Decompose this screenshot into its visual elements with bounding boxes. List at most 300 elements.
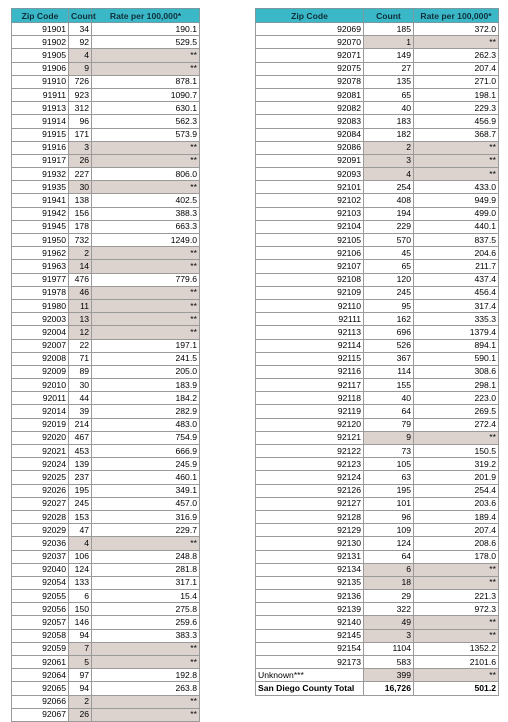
count-cell: 79 [364, 418, 414, 431]
zip-code-cell: 91905 [12, 49, 69, 62]
table-row [256, 563, 499, 576]
rate-cell: ** [92, 62, 200, 75]
zip-code-cell: Unknown*** [256, 669, 364, 682]
county-total-row [256, 682, 499, 695]
zip-code-cell: 92065 [12, 682, 69, 695]
zip-code-cell: 91942 [12, 207, 69, 220]
rate-cell: ** [414, 629, 499, 642]
zip-code-cell: 92104 [256, 220, 364, 233]
zip-code-cell: 91916 [12, 141, 69, 154]
rate-cell: 666.9 [92, 445, 200, 458]
table-row [256, 510, 499, 523]
count-cell: 149 [364, 49, 414, 62]
rate-cell: 1249.0 [92, 234, 200, 247]
rate-cell: 460.1 [92, 471, 200, 484]
count-cell: 399 [364, 669, 414, 682]
rate-cell: 317.1 [92, 576, 200, 589]
count-cell: 9 [364, 431, 414, 444]
table-row [12, 603, 200, 616]
rate-cell: 259.6 [92, 616, 200, 629]
table-row [12, 431, 200, 444]
count-cell: 312 [69, 102, 92, 115]
table-row [256, 471, 499, 484]
rate-cell: ** [92, 313, 200, 326]
table-row [256, 286, 499, 299]
rate-cell: 198.1 [414, 88, 499, 101]
zip-code-cell: 92106 [256, 247, 364, 260]
count-cell: 34 [69, 23, 92, 36]
table-row [256, 88, 499, 101]
zip-code-cell: 91978 [12, 286, 69, 299]
table-row [256, 115, 499, 128]
count-cell: 65 [364, 88, 414, 101]
table-row [12, 405, 200, 418]
rate-cell: 590.1 [414, 352, 499, 365]
rate-cell: 248.8 [92, 550, 200, 563]
rate-cell: ** [92, 537, 200, 550]
rate-cell: ** [92, 656, 200, 669]
count-cell: 923 [69, 88, 92, 101]
zip-code-cell: 92108 [256, 273, 364, 286]
count-cell: 94 [69, 629, 92, 642]
count-cell: 96 [69, 115, 92, 128]
table-row [12, 36, 200, 49]
rate-cell: 573.9 [92, 128, 200, 141]
count-cell: 467 [69, 431, 92, 444]
count-cell: 27 [364, 62, 414, 75]
table-row [12, 524, 200, 537]
zip-code-cell: 92078 [256, 75, 364, 88]
zip-code-cell: 92066 [12, 695, 69, 708]
rate-cell: 529.5 [92, 36, 200, 49]
rate-cell: 754.9 [92, 431, 200, 444]
zip-code-cell: 92115 [256, 352, 364, 365]
table-row [12, 418, 200, 431]
table-row [12, 445, 200, 458]
zip-code-cell: 92107 [256, 260, 364, 273]
count-cell: 7 [69, 642, 92, 655]
count-cell: 1104 [364, 642, 414, 655]
zip-code-cell: 92027 [12, 497, 69, 510]
count-cell: 696 [364, 326, 414, 339]
header-rate: Rate per 100,000* [92, 9, 200, 23]
rate-cell: 254.4 [414, 484, 499, 497]
zip-code-cell: 92069 [256, 23, 364, 36]
header-row [256, 9, 499, 23]
rate-cell: 1090.7 [92, 88, 200, 101]
table-row [256, 379, 499, 392]
count-cell: 183 [364, 115, 414, 128]
count-cell: 146 [69, 616, 92, 629]
rate-cell: 457.0 [92, 497, 200, 510]
zip-code-cell: 92003 [12, 313, 69, 326]
count-cell: 229 [364, 220, 414, 233]
rate-cell: 437.4 [414, 273, 499, 286]
zip-code-cell: 92114 [256, 339, 364, 352]
count-cell: 14 [69, 260, 92, 273]
rate-cell: 15.4 [92, 590, 200, 603]
count-cell: 13 [69, 313, 92, 326]
zip-code-cell: 92004 [12, 326, 69, 339]
zip-code-cell: 92083 [256, 115, 364, 128]
rate-cell: 223.0 [414, 392, 499, 405]
zip-table-left [11, 8, 200, 722]
zip-code-cell: 91950 [12, 234, 69, 247]
table-row [12, 471, 200, 484]
count-cell: 120 [364, 273, 414, 286]
rate-cell: 262.3 [414, 49, 499, 62]
count-cell: 64 [364, 405, 414, 418]
count-cell: 476 [69, 273, 92, 286]
count-cell: 97 [69, 669, 92, 682]
count-cell: 26 [69, 708, 92, 721]
table-row [256, 550, 499, 563]
count-cell: 1 [364, 36, 414, 49]
rate-cell: ** [92, 141, 200, 154]
table-row [12, 497, 200, 510]
count-cell: 178 [69, 220, 92, 233]
count-cell: 11 [69, 299, 92, 312]
rate-cell: 349.1 [92, 484, 200, 497]
zip-code-cell: 92124 [256, 471, 364, 484]
zip-code-cell: 92061 [12, 656, 69, 669]
zip-code-cell: 92116 [256, 365, 364, 378]
zip-code-cell: 92154 [256, 642, 364, 655]
table-row [12, 141, 200, 154]
rate-cell: 205.0 [92, 365, 200, 378]
rate-cell: 316.9 [92, 510, 200, 523]
rate-cell: ** [92, 695, 200, 708]
table-row [256, 629, 499, 642]
count-cell: 73 [364, 445, 414, 458]
count-cell: 26 [69, 154, 92, 167]
table-row [256, 194, 499, 207]
zip-code-cell: 91911 [12, 88, 69, 101]
table-row [12, 365, 200, 378]
table-row [12, 115, 200, 128]
zip-code-cell: 92127 [256, 497, 364, 510]
table-row [12, 458, 200, 471]
table-row [256, 603, 499, 616]
zip-code-cell: 92067 [12, 708, 69, 721]
count-cell: 95 [364, 299, 414, 312]
rate-cell: 192.8 [92, 669, 200, 682]
count-cell: 65 [364, 260, 414, 273]
rate-cell: 319.2 [414, 458, 499, 471]
zip-code-cell: 92084 [256, 128, 364, 141]
table-row [256, 23, 499, 36]
zip-code-cell: 92173 [256, 656, 364, 669]
count-cell: 71 [69, 352, 92, 365]
table-row [12, 669, 200, 682]
rate-cell: 282.9 [92, 405, 200, 418]
rate-cell: 368.7 [414, 128, 499, 141]
zip-code-cell: 92082 [256, 102, 364, 115]
rate-cell: ** [92, 181, 200, 194]
rate-cell: 269.5 [414, 405, 499, 418]
table-row [12, 590, 200, 603]
table-row [12, 708, 200, 721]
zip-code-cell: 92010 [12, 379, 69, 392]
zip-code-cell: 92103 [256, 207, 364, 220]
zip-code-cell: 92070 [256, 36, 364, 49]
count-cell: 12 [69, 326, 92, 339]
rate-cell: 208.6 [414, 537, 499, 550]
table-row [12, 392, 200, 405]
rate-cell: ** [414, 576, 499, 589]
rate-cell: 184.2 [92, 392, 200, 405]
table-row [256, 392, 499, 405]
rate-cell: 456.9 [414, 115, 499, 128]
rate-cell: 440.1 [414, 220, 499, 233]
count-cell: 4 [364, 168, 414, 181]
count-cell: 153 [69, 510, 92, 523]
zip-code-cell: 92118 [256, 392, 364, 405]
zip-code-cell: 92011 [12, 392, 69, 405]
count-cell: 4 [69, 537, 92, 550]
zip-code-cell: 91941 [12, 194, 69, 207]
zip-code-cell: 91910 [12, 75, 69, 88]
rate-cell: 2101.6 [414, 656, 499, 669]
table-row [12, 88, 200, 101]
count-cell: 135 [364, 75, 414, 88]
count-cell: 44 [69, 392, 92, 405]
count-cell: 155 [364, 379, 414, 392]
rate-cell: 335.3 [414, 313, 499, 326]
zip-code-cell: 92058 [12, 629, 69, 642]
count-cell: 94 [69, 682, 92, 695]
table-row [256, 431, 499, 444]
count-cell: 96 [364, 510, 414, 523]
zip-code-cell: 92128 [256, 510, 364, 523]
rate-cell: ** [92, 299, 200, 312]
zip-code-cell: 91932 [12, 168, 69, 181]
count-cell: 3 [364, 154, 414, 167]
zip-code-cell: 92086 [256, 141, 364, 154]
table-row [12, 234, 200, 247]
rate-cell: 183.9 [92, 379, 200, 392]
count-cell: 150 [69, 603, 92, 616]
table-row [12, 656, 200, 669]
count-cell: 29 [364, 590, 414, 603]
zip-code-cell: 91962 [12, 247, 69, 260]
rate-cell: ** [414, 168, 499, 181]
table-row [256, 642, 499, 655]
table-row [256, 168, 499, 181]
zip-code-cell: 91901 [12, 23, 69, 36]
rate-cell: 372.0 [414, 23, 499, 36]
count-cell: 106 [69, 550, 92, 563]
zip-code-cell: 91914 [12, 115, 69, 128]
zip-code-cell: 92008 [12, 352, 69, 365]
rate-cell: ** [92, 642, 200, 655]
zip-table-right [255, 8, 499, 696]
table-row [256, 49, 499, 62]
rate-cell: 178.0 [414, 550, 499, 563]
zip-code-cell: 92111 [256, 313, 364, 326]
count-cell: 40 [364, 102, 414, 115]
table-row [256, 484, 499, 497]
table-row [12, 181, 200, 194]
table-row [256, 418, 499, 431]
table-row [256, 405, 499, 418]
table-row [256, 669, 499, 682]
count-cell: 732 [69, 234, 92, 247]
table-row [256, 247, 499, 260]
count-cell: 105 [364, 458, 414, 471]
zip-code-cell: 92019 [12, 418, 69, 431]
rate-cell: 317.4 [414, 299, 499, 312]
header-zip-code: Zip Code [12, 9, 69, 23]
zip-code-cell: 91906 [12, 62, 69, 75]
table-row [12, 128, 200, 141]
rate-cell: 456.4 [414, 286, 499, 299]
table-row [12, 102, 200, 115]
table-row [12, 207, 200, 220]
table-row [256, 181, 499, 194]
count-cell: 109 [364, 524, 414, 537]
count-cell: 2 [69, 695, 92, 708]
rate-cell: 207.4 [414, 62, 499, 75]
table-row [256, 458, 499, 471]
zip-code-cell: 92040 [12, 563, 69, 576]
zip-code-cell: 92091 [256, 154, 364, 167]
table-row [12, 550, 200, 563]
rate-cell: ** [92, 154, 200, 167]
rate-cell: 298.1 [414, 379, 499, 392]
count-cell: 124 [364, 537, 414, 550]
zip-code-cell: 91902 [12, 36, 69, 49]
count-cell: 195 [69, 484, 92, 497]
table-row [12, 695, 200, 708]
zip-code-cell: 91913 [12, 102, 69, 115]
count-cell: 583 [364, 656, 414, 669]
table-row [12, 247, 200, 260]
table-row [12, 379, 200, 392]
rate-cell: ** [414, 616, 499, 629]
rate-cell: 241.5 [92, 352, 200, 365]
table-row [256, 365, 499, 378]
rate-cell: 245.9 [92, 458, 200, 471]
table-row [256, 102, 499, 115]
rate-cell: 1379.4 [414, 326, 499, 339]
count-cell: 237 [69, 471, 92, 484]
rate-cell: 949.9 [414, 194, 499, 207]
rate-cell: 271.0 [414, 75, 499, 88]
table-row [12, 576, 200, 589]
zip-code-cell: 92093 [256, 168, 364, 181]
zip-code-cell: 92101 [256, 181, 364, 194]
rate-cell: 402.5 [92, 194, 200, 207]
zip-code-cell: 92054 [12, 576, 69, 589]
zip-code-cell: 92025 [12, 471, 69, 484]
table-row [256, 141, 499, 154]
count-cell: 156 [69, 207, 92, 220]
count-cell: 40 [364, 392, 414, 405]
table-row [12, 682, 200, 695]
header-rate: Rate per 100,000* [414, 9, 499, 23]
rate-cell: 221.3 [414, 590, 499, 603]
zip-code-cell: 92123 [256, 458, 364, 471]
total-rate: 501.2 [414, 682, 499, 695]
rate-cell: ** [92, 247, 200, 260]
table-row [12, 616, 200, 629]
table-row [12, 49, 200, 62]
rate-cell: 1352.2 [414, 642, 499, 655]
count-cell: 89 [69, 365, 92, 378]
count-cell: 408 [364, 194, 414, 207]
rate-cell: 203.6 [414, 497, 499, 510]
zip-code-cell: 92057 [12, 616, 69, 629]
zip-code-cell: 92036 [12, 537, 69, 550]
rate-cell: 972.3 [414, 603, 499, 616]
zip-code-cell: 92071 [256, 49, 364, 62]
rate-cell: ** [414, 669, 499, 682]
table-row [256, 352, 499, 365]
table-row [256, 313, 499, 326]
zip-code-cell: 92102 [256, 194, 364, 207]
zip-code-cell: 92134 [256, 563, 364, 576]
zip-code-cell: 92055 [12, 590, 69, 603]
zip-code-cell: 92056 [12, 603, 69, 616]
zip-code-cell: 92129 [256, 524, 364, 537]
zip-code-cell: 91977 [12, 273, 69, 286]
rate-cell: 837.5 [414, 234, 499, 247]
count-cell: 133 [69, 576, 92, 589]
zip-code-cell: 92119 [256, 405, 364, 418]
table-row [256, 299, 499, 312]
zip-code-cell: 92105 [256, 234, 364, 247]
count-cell: 195 [364, 484, 414, 497]
rate-cell: ** [414, 36, 499, 49]
count-cell: 245 [69, 497, 92, 510]
zip-code-cell: 92130 [256, 537, 364, 550]
count-cell: 30 [69, 181, 92, 194]
zip-code-cell: 92009 [12, 365, 69, 378]
count-cell: 526 [364, 339, 414, 352]
rate-cell: 308.6 [414, 365, 499, 378]
count-cell: 92 [69, 36, 92, 49]
rate-cell: ** [414, 154, 499, 167]
count-cell: 9 [69, 62, 92, 75]
rate-cell: 189.4 [414, 510, 499, 523]
count-cell: 6 [69, 590, 92, 603]
rate-cell: 433.0 [414, 181, 499, 194]
zip-code-cell: 92140 [256, 616, 364, 629]
zip-code-cell: 91980 [12, 299, 69, 312]
zip-code-cell: 92122 [256, 445, 364, 458]
table-row [256, 75, 499, 88]
table-row [12, 563, 200, 576]
zip-code-cell: 92075 [256, 62, 364, 75]
table-row [12, 260, 200, 273]
table-row [12, 299, 200, 312]
rate-cell: 272.4 [414, 418, 499, 431]
zip-code-cell: 92136 [256, 590, 364, 603]
table-row [256, 154, 499, 167]
table-row [12, 194, 200, 207]
rate-cell: 204.6 [414, 247, 499, 260]
table-row [256, 220, 499, 233]
table-row [256, 576, 499, 589]
count-cell: 6 [364, 563, 414, 576]
count-cell: 4 [69, 49, 92, 62]
table-row [12, 154, 200, 167]
zip-code-cell: 92014 [12, 405, 69, 418]
count-cell: 138 [69, 194, 92, 207]
zip-code-cell: 92145 [256, 629, 364, 642]
rate-cell: 630.1 [92, 102, 200, 115]
